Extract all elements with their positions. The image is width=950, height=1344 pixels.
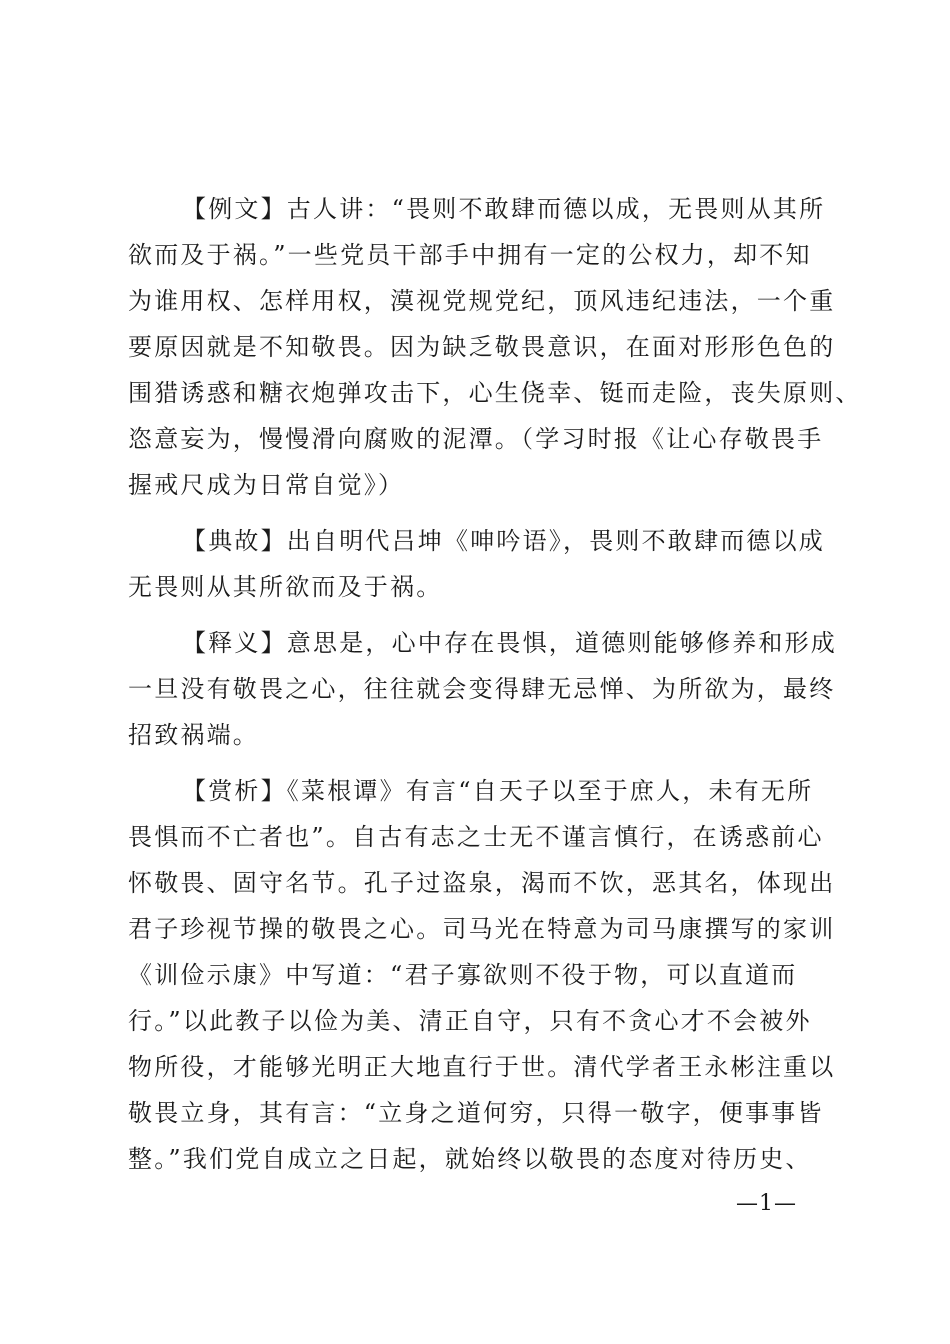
text-line: 行。”以此教子以俭为美、清正自守，只有不贪心才不会被外	[128, 1007, 812, 1035]
text-line: 围猎诱惑和糖衣炮弹攻击下，心生侥幸、铤而走险，丧失原则、	[128, 379, 862, 407]
text-line: 欲而及于祸。”一些党员干部手中拥有一定的公权力，却不知	[128, 241, 812, 269]
paragraph-appreciation	[128, 768, 834, 1182]
text-line: 君子珍视节操的敬畏之心。司马光在特意为司马康撰写的家训	[128, 915, 836, 943]
text-line: 一旦没有敬畏之心，往往就会变得肆无忌惮、为所欲为，最终	[128, 675, 836, 703]
text-line: 为谁用权、怎样用权，漠视党规党纪，顶风违纪违法，一个重	[128, 287, 836, 315]
text-line: 无畏则从其所欲而及于祸。	[128, 573, 443, 601]
text-line: 握戒尺成为日常自觉》）	[128, 471, 405, 499]
paragraph-spacing	[128, 610, 834, 620]
text-line: 招致祸端。	[128, 721, 259, 749]
document-body	[128, 186, 862, 1182]
text-line: 物所役，才能够光明正大地直行于世。清代学者王永彬注重以	[128, 1053, 836, 1081]
paragraph-spacing	[128, 508, 834, 518]
page-number: —1—	[736, 1191, 797, 1216]
text-line: 敬畏立身，其有言：“立身之道何穷，只得一敬字，便事事皆	[128, 1099, 824, 1127]
paragraph-interpretation	[128, 620, 837, 758]
paragraph-spacing	[128, 758, 834, 768]
text-line: 恣意妄为，慢慢滑向腐败的泥潭。（学习时报《让心存敬畏手	[128, 425, 824, 453]
text-line: 整。”我们党自成立之日起，就始终以敬畏的态度对待历史、	[128, 1145, 812, 1173]
text-line: 【例文】古人讲：“畏则不敢肆而德以成，无畏则从其所	[182, 195, 826, 223]
text-line: 【典故】出自明代吕坤《呻吟语》，畏则不敢肆而德以成	[182, 527, 825, 555]
paragraph-example	[128, 186, 862, 508]
text-line: 《训俭示康》中写道：“君子寡欲则不役于物，可以直道而	[128, 961, 798, 989]
text-line: 【释义】意思是，心中存在畏惧，道德则能够修养和形成	[182, 629, 837, 657]
paragraph-allusion	[128, 518, 834, 610]
text-line: 要原因就是不知敬畏。因为缺乏敬畏意识，在面对形形色色的	[128, 333, 836, 361]
text-line: 畏惧而不亡者也”。自古有志之士无不谨言慎行，在诱惑前心	[128, 823, 824, 851]
text-line: 怀敬畏、固守名节。孔子过盗泉，渴而不饮，恶其名，体现出	[128, 869, 836, 897]
text-line: 【赏析】《菜根谭》有言“自天子以至于庶人，未有无所	[182, 777, 814, 805]
